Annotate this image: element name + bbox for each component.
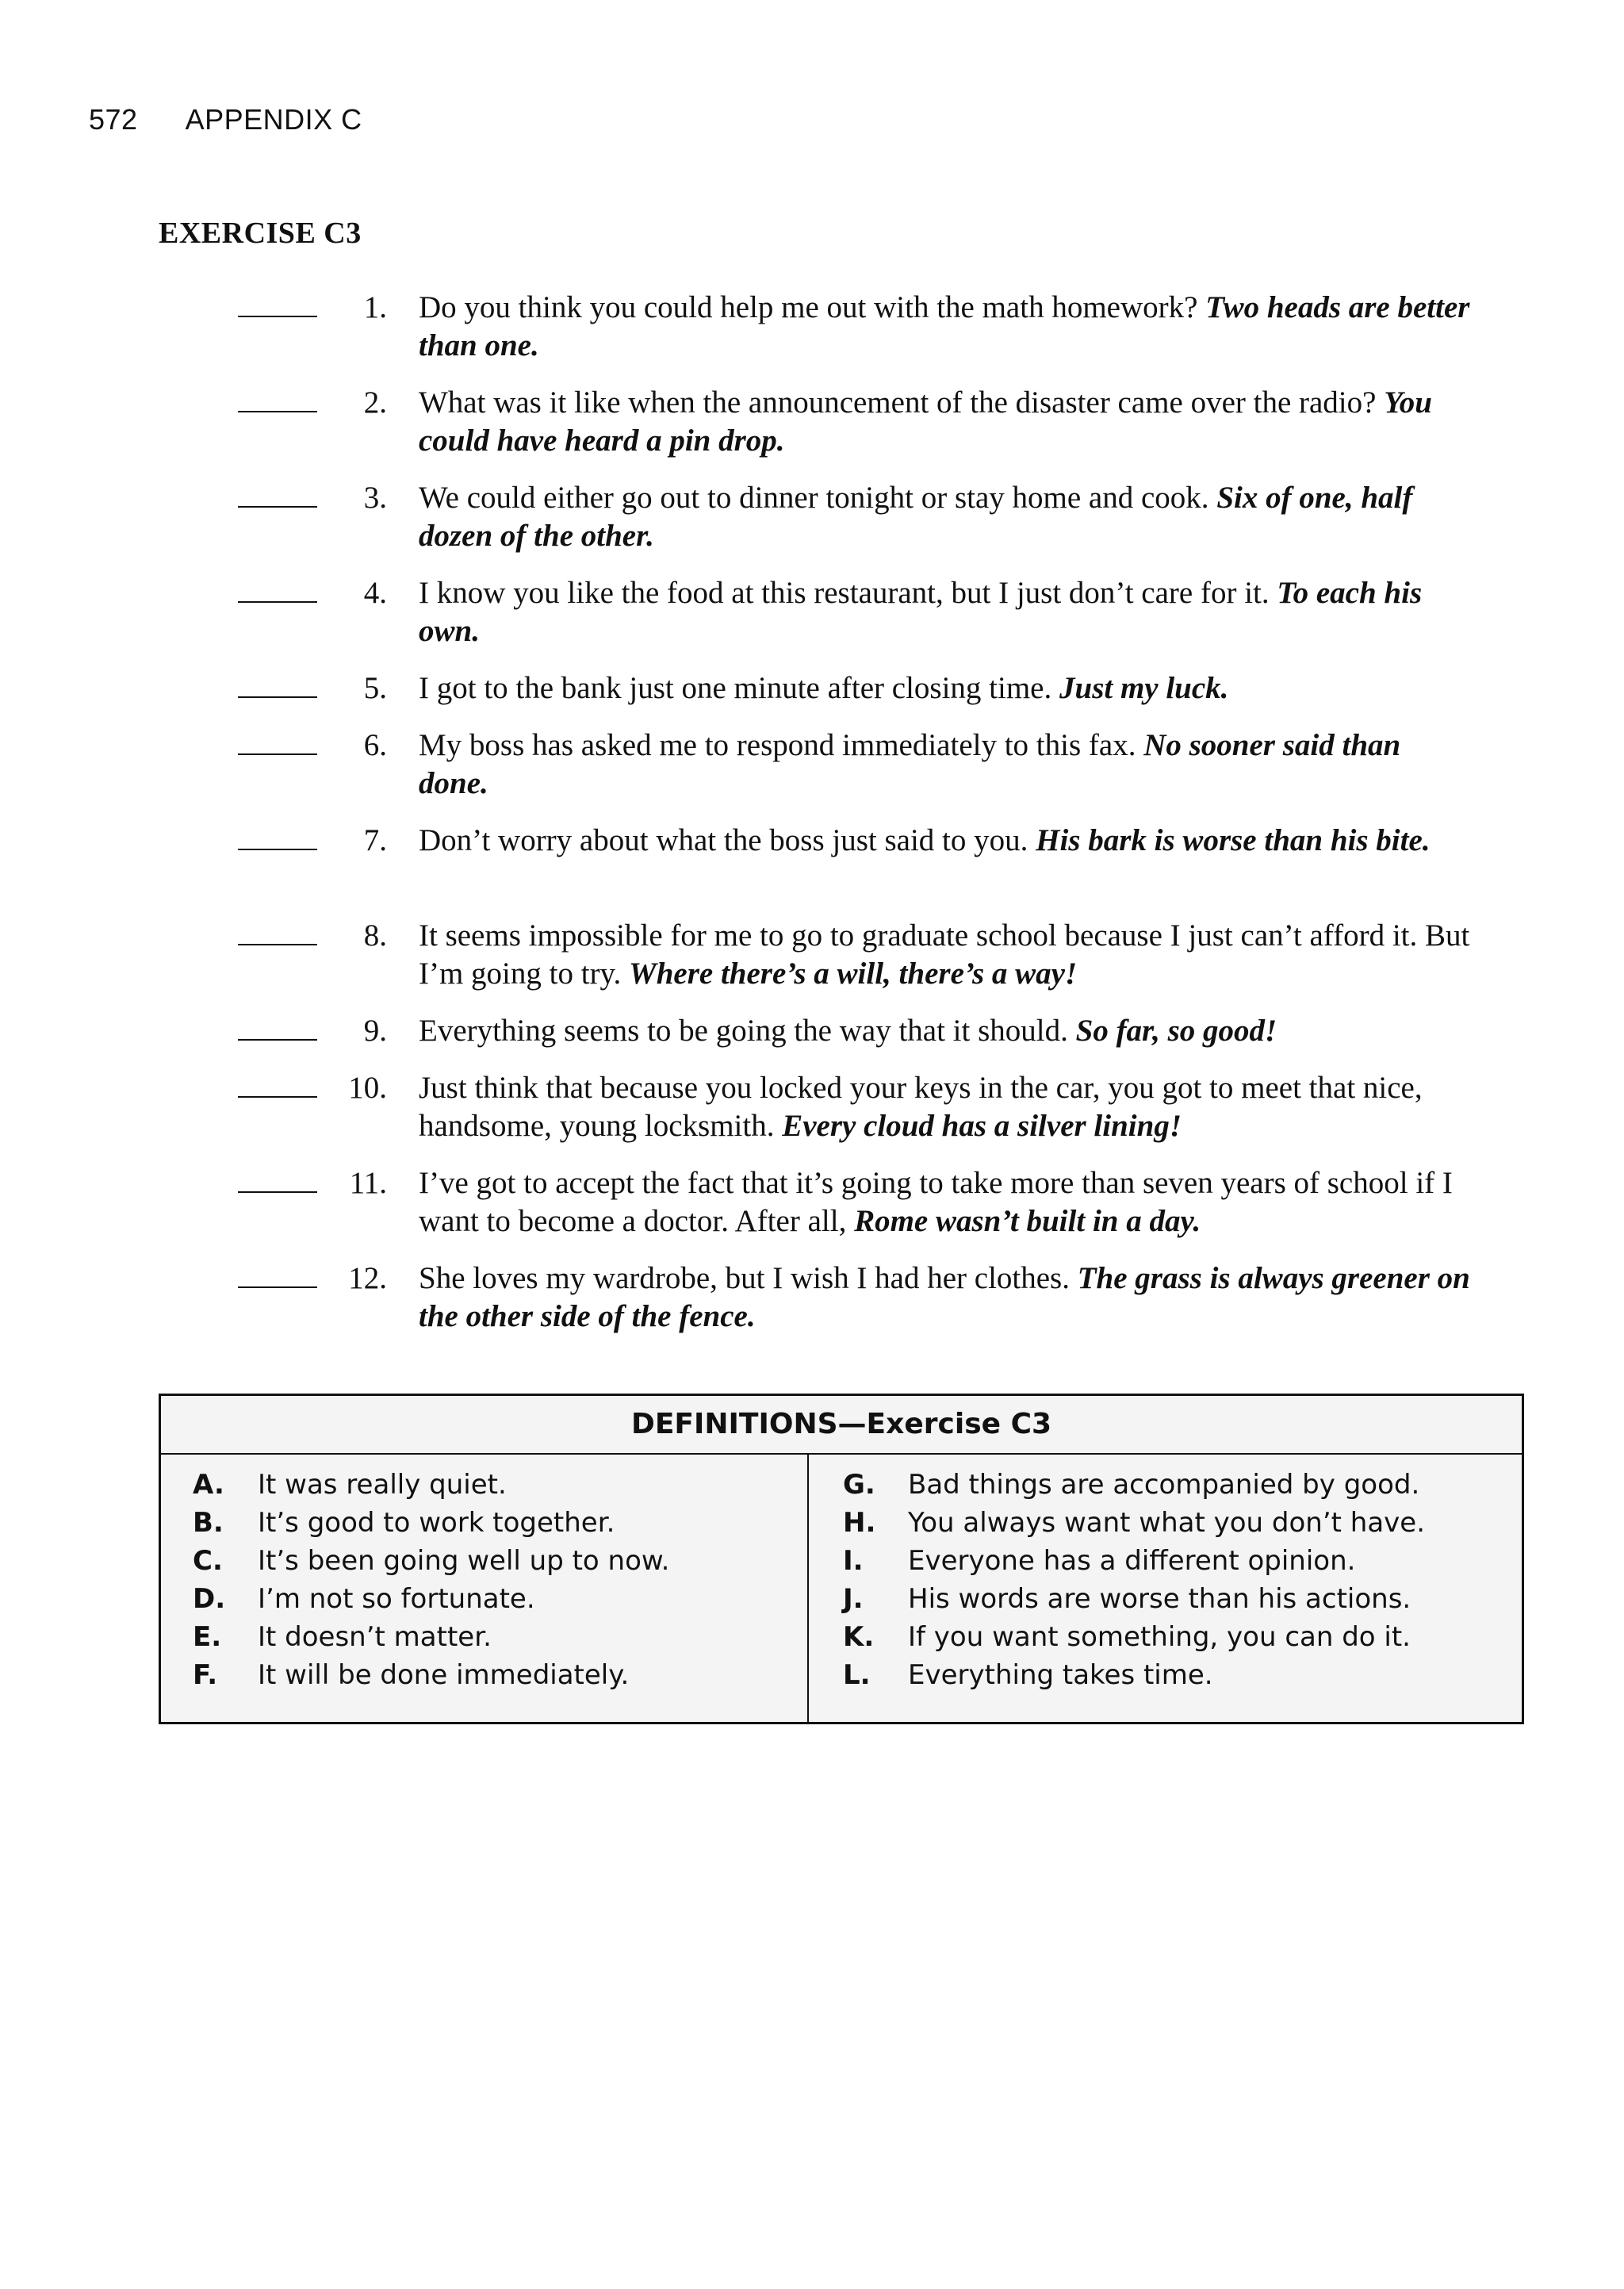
section-title: APPENDIX C [185,103,362,136]
item-number: 8. [363,918,387,953]
item-sentence: Do you think you could help me out with the math homework? [419,290,1198,324]
exercise-item [0,574,1624,669]
answer-blank[interactable] [238,944,317,945]
exercise-item [0,1164,1624,1260]
exercise-item [0,1012,1624,1069]
definition-row [843,1466,1425,1504]
item-sentence: Everything seems to be going the way that it should. [419,1014,1068,1048]
definition-row [843,1504,1425,1542]
definition-text: It will be done immediately. [258,1659,630,1691]
item-idiom: Where there’s a will, there’s a way! [629,957,1078,991]
definition-row [193,1618,669,1656]
definition-letter: A. [193,1469,224,1501]
item-sentence: Don’t worry about what the boss just said to you. [419,823,1028,857]
definitions-title: DEFINITIONS—Exercise C3 [161,1396,1522,1455]
definition-text: Everyone has a different opinion. [908,1545,1356,1577]
definition-letter: B. [193,1507,224,1539]
definition-letter: J. [843,1583,864,1615]
definition-text: It’s good to work together. [258,1507,615,1539]
definition-letter: G. [843,1469,875,1501]
definition-letter: H. [843,1507,876,1539]
answer-blank[interactable] [238,1191,317,1193]
definition-text: It’s been going well up to now. [258,1545,670,1577]
item-text [419,1164,1473,1240]
exercise-item [0,727,1624,822]
definition-letter: L. [843,1659,871,1691]
definition-row [843,1580,1425,1618]
definition-text: You always want what you don’t have. [908,1507,1426,1539]
item-text [419,822,1473,860]
item-idiom: Every cloud has a silver lining! [782,1109,1182,1143]
item-idiom: To each his own. [419,576,1423,648]
item-sentence: I’ve got to accept the fact that it’s going to take more than seven years of school if I want to become a doctor. After all, [419,1166,1453,1238]
definition-letter: K. [843,1621,875,1653]
item-number: 3. [363,481,387,515]
item-idiom: Just my luck. [1059,671,1229,705]
definition-text: His words are worse than his actions. [908,1583,1411,1615]
definition-row [193,1580,669,1618]
item-number: 2. [363,385,387,420]
item-text [419,669,1473,707]
exercise-item [0,822,1624,917]
definition-row [843,1618,1425,1656]
definition-row [843,1656,1425,1694]
item-idiom: Six of one, half dozen of the other. [419,481,1413,553]
item-sentence: She loves my wardrobe, but I wish I had her clothes. [419,1261,1070,1295]
answer-blank[interactable] [238,411,317,412]
item-sentence: It seems impossible for me to go to graduate school because I just can’t afford it. But I’m going to try. [419,918,1470,991]
definition-text: Everything takes time. [908,1659,1213,1691]
item-text [419,1012,1473,1050]
definition-letter: F. [193,1659,218,1691]
definition-letter: C. [193,1545,223,1577]
answer-blank[interactable] [238,1286,317,1288]
definition-text: It doesn’t matter. [258,1621,492,1653]
answer-blank[interactable] [238,506,317,508]
definitions-right-column [843,1466,1425,1694]
definition-letter: I. [843,1545,864,1577]
item-text [419,479,1473,555]
exercise-item [0,669,1624,727]
exercise-item [0,289,1624,384]
answer-blank[interactable] [238,753,317,755]
item-number: 1. [363,290,387,324]
definition-row [193,1466,669,1504]
item-idiom: The grass is always greener on the other side of the fence. [419,1261,1470,1333]
exercise-title: EXERCISE C3 [159,217,362,250]
answer-blank[interactable] [238,1039,317,1041]
item-sentence: Just think that because you locked your keys in the car, you got to meet that nice, handsome, young locksmith. [419,1071,1423,1143]
item-idiom: So far, so good! [1075,1014,1277,1048]
item-number: 7. [363,823,387,857]
item-text [419,1069,1473,1145]
definition-letter: E. [193,1621,222,1653]
definition-text: If you want something, you can do it. [908,1621,1411,1653]
definition-row [843,1542,1425,1580]
item-idiom: His bark is worse than his bite. [1036,823,1431,857]
column-divider [807,1453,809,1722]
definition-text: It was really quiet. [258,1469,507,1501]
item-text [419,917,1473,993]
page-number: 572 [89,103,138,136]
definition-letter: D. [193,1583,226,1615]
item-text [419,289,1473,365]
item-text [419,727,1473,803]
definition-row [193,1504,669,1542]
answer-blank[interactable] [238,601,317,603]
running-head [89,103,362,136]
exercise-item [0,1260,1624,1355]
item-idiom: Two heads are better than one. [419,290,1470,362]
item-number: 5. [363,671,387,705]
item-number: 10. [348,1071,387,1105]
item-idiom: You could have heard a pin drop. [419,385,1432,458]
answer-blank[interactable] [238,316,317,317]
item-text [419,384,1473,460]
item-number: 12. [348,1261,387,1295]
item-number: 11. [349,1166,387,1200]
item-sentence: I got to the bank just one minute after closing time. [419,671,1052,705]
item-idiom: No sooner said than done. [419,728,1401,800]
answer-blank[interactable] [238,1096,317,1098]
definition-text: I’m not so fortunate. [258,1583,535,1615]
item-idiom: Rome wasn’t built in a day. [854,1204,1201,1238]
definition-text: Bad things are accompanied by good. [908,1469,1420,1501]
exercise-item [0,479,1624,574]
item-text [419,574,1473,650]
item-sentence: We could either go out to dinner tonight or stay home and cook. [419,481,1209,515]
item-number: 4. [363,576,387,610]
definitions-box [159,1394,1524,1724]
item-number: 6. [363,728,387,762]
exercise-item [0,1069,1624,1164]
item-sentence: My boss has asked me to respond immediately to this fax. [419,728,1136,762]
exercise-item [0,384,1624,479]
exercise-items [0,289,1624,1355]
item-sentence: I know you like the food at this restaurant, but I just don’t care for it. [419,576,1270,610]
item-text [419,1260,1473,1336]
item-sentence: What was it like when the announcement of the disaster came over the radio? [419,385,1377,420]
item-number: 9. [363,1014,387,1048]
answer-blank[interactable] [238,849,317,850]
exercise-item [0,917,1624,1012]
definition-row [193,1542,669,1580]
definition-row [193,1656,669,1694]
definitions-left-column [193,1466,669,1694]
answer-blank[interactable] [238,696,317,698]
